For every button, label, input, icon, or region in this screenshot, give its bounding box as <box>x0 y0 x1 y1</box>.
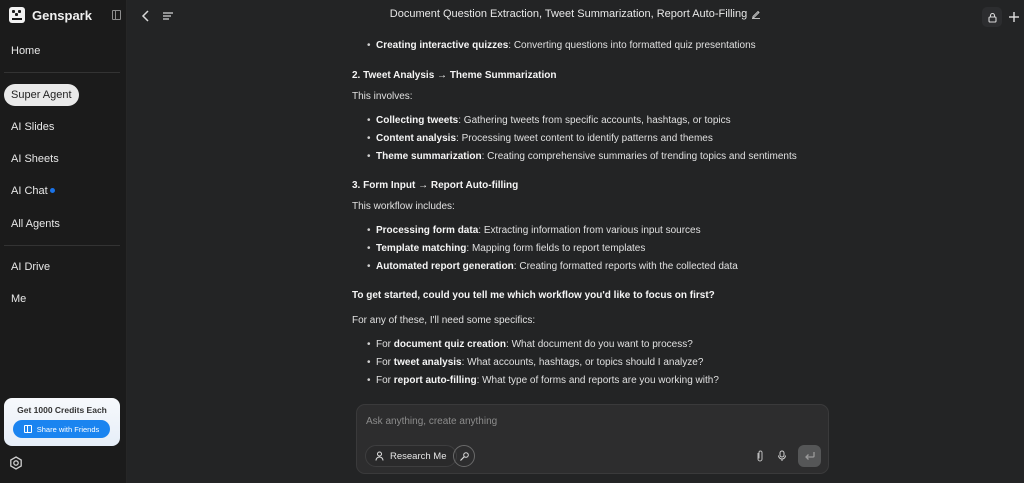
header <box>127 8 1024 20</box>
brand-name: Genspark <box>32 7 92 23</box>
sidebar-item-ai-sheets[interactable]: AI Sheets <box>11 153 59 165</box>
send-button[interactable] <box>798 445 821 467</box>
settings-icon[interactable] <box>9 456 23 470</box>
research-me-button[interactable] <box>365 445 457 467</box>
credits-promo-card <box>4 398 120 446</box>
chat-composer <box>356 404 829 474</box>
sidebar-item-me[interactable]: Me <box>11 293 27 305</box>
list-item: • Creating interactive quizzes: Converting questions into formatted quiz presentations <box>352 40 756 51</box>
lock-button[interactable] <box>982 7 1002 27</box>
list-item: • For document quiz creation: What document do you want to process? <box>352 339 693 350</box>
sidebar-item-home[interactable]: Home <box>11 45 41 57</box>
list-item: • Template matching: Mapping form fields to report templates <box>352 243 645 254</box>
paragraph: This workflow includes: <box>352 201 455 212</box>
sidebar-item-ai-chat[interactable] <box>11 185 55 197</box>
plus-icon <box>1008 11 1020 23</box>
notification-dot-icon <box>50 188 55 193</box>
sidebar-item-ai-drive[interactable]: AI Drive <box>11 261 51 273</box>
research-me-label: Research Me <box>390 450 447 462</box>
sidebar-item-super-agent[interactable]: Super Agent <box>4 84 79 106</box>
paragraph: This involves: <box>352 91 413 102</box>
brand[interactable] <box>9 7 92 23</box>
list-item: • Content analysis: Processing tweet content to identify patterns and themes <box>352 133 713 144</box>
sidebar-item-all-agents[interactable]: All Agents <box>11 218 60 230</box>
page-title: Document Question Extraction, Tweet Summarization, Report Auto-Filling <box>389 8 748 20</box>
section-heading: 3. Form Input → Report Auto-filling <box>352 180 519 191</box>
attachment-icon[interactable] <box>755 450 765 462</box>
share-button-label: Share with Friends <box>36 424 100 434</box>
sidebar <box>0 0 127 483</box>
divider <box>4 245 120 246</box>
microphone-icon[interactable] <box>777 450 787 462</box>
gift-icon <box>24 425 32 433</box>
divider <box>4 72 120 73</box>
sidebar-toggle-icon[interactable] <box>112 10 121 20</box>
edit-title-icon[interactable] <box>751 9 761 19</box>
sidebar-item-ai-slides[interactable]: AI Slides <box>11 121 55 133</box>
list-item: • Processing form data: Extracting information from various input sources <box>352 225 701 236</box>
list-item: • For tweet analysis: What accounts, hashtags, or topics should I analyze? <box>352 357 703 368</box>
paragraph: For any of these, I'll need some specifics: <box>352 315 536 326</box>
person-icon <box>375 451 384 461</box>
question-text: To get started, could you tell me which workflow you'd like to focus on first? <box>352 290 715 301</box>
promo-title: Get 1000 Credits Each <box>17 405 107 415</box>
wrench-icon <box>459 451 470 462</box>
new-chat-button[interactable] <box>1004 7 1024 27</box>
genspark-logo-icon <box>9 7 25 23</box>
list-item: • Automated report generation: Creating formatted reports with the collected data <box>352 261 738 272</box>
list-item: • Theme summarization: Creating comprehensive summaries of trending topics and sentiments <box>352 151 797 162</box>
enter-icon <box>804 451 816 461</box>
list-item: • For report auto-filling: What type of forms and reports are you working with? <box>352 375 719 386</box>
tools-button[interactable] <box>453 445 475 467</box>
section-heading: 2. Tweet Analysis → Theme Summarization <box>352 70 557 81</box>
share-with-friends-button[interactable] <box>13 420 110 438</box>
sidebar-item-label: AI Chat <box>11 185 48 197</box>
chat-input[interactable] <box>366 413 806 429</box>
lock-icon <box>987 12 998 23</box>
list-item: • Collecting tweets: Gathering tweets from specific accounts, hashtags, or topics <box>352 115 731 126</box>
